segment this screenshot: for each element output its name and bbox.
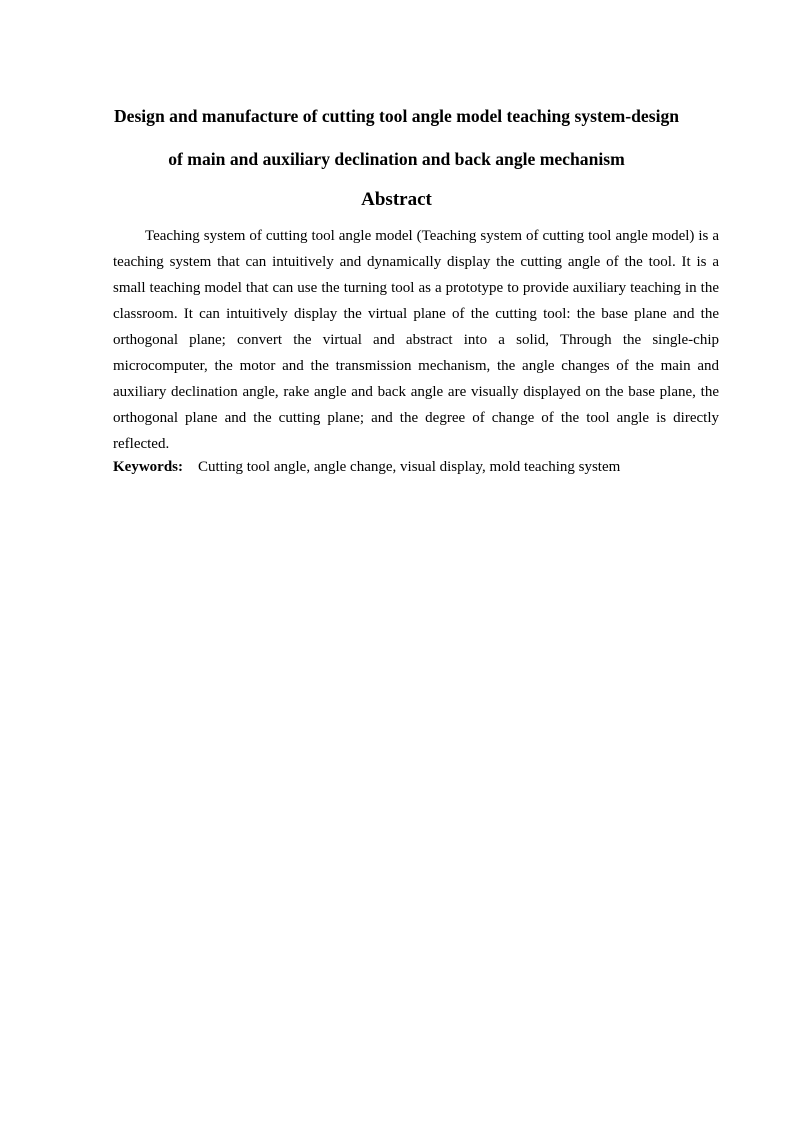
paper-title-line-1: Design and manufacture of cutting tool angle model teaching system-design xyxy=(113,106,680,126)
keywords-line xyxy=(113,457,719,477)
keywords-label: Keywords: xyxy=(113,459,183,475)
paper-title-line-2: of main and auxiliary declination and back angle mechanism xyxy=(168,149,625,169)
keywords-text: Cutting tool angle, angle change, visual display, mold teaching system xyxy=(198,459,621,475)
abstract-paragraph: Teaching system of cutting tool angle model (Teaching system of cutting tool angle model) is a teaching system that can intuitively and dynamically display the cutting angle of the tool. It is a small teaching model that can use the turning tool as a prototype to provide auxiliary teaching in the classroom. It can intuitively display the virtual plane of the cutting tool: the base plane and the orthogonal plane; convert the virtual and abstract into a solid, Through the single-chip microcomputer, the motor and the transmission mechanism, the angle changes of the main and auxiliary declination angle, rake angle and back angle are visually displayed on the base plane, the orthogonal plane and the cutting plane; and the degree of change of the tool angle is directly reflected. xyxy=(113,228,719,452)
abstract-heading: Abstract xyxy=(361,189,432,210)
